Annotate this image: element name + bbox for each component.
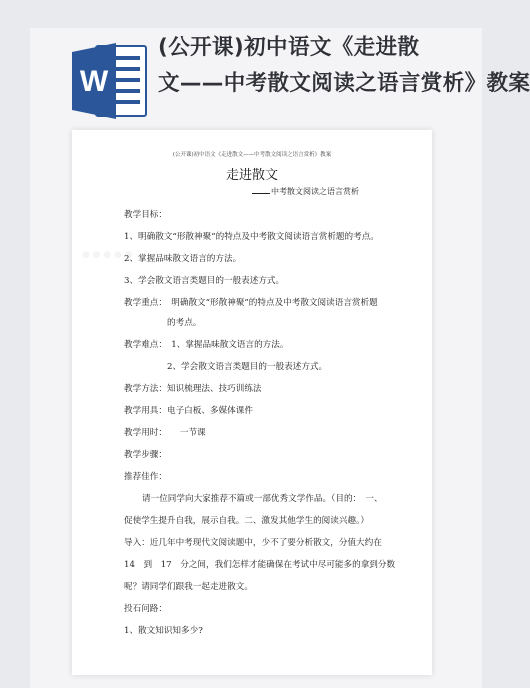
- body-line: 请一位同学向大家推荐不篇或一部优秀文学作品。（目的： 一、: [142, 494, 383, 504]
- body-line: 教学目标：: [124, 210, 167, 220]
- body-line: 教学用时： 一节课: [124, 428, 206, 438]
- subtitle-blank: [252, 193, 270, 194]
- svg-text:W: W: [79, 65, 109, 98]
- body-line: 教学重点： 明确散文“形散神聚”的特点及中考散文阅读语言赏析题: [124, 298, 378, 308]
- body-line: 促使学生提升自我，展示自我。二、激发其他学生的阅读兴趣。）: [124, 516, 369, 526]
- body-line: 3、学会散文语言类题目的一般表述方式。: [124, 276, 285, 286]
- body-line: 呢？请同学们跟我一起走进散文。: [124, 582, 253, 592]
- body-line: 教学步骤：: [124, 450, 167, 460]
- body-line: 1、明确散文“形散神聚”的特点及中考散文阅读语言赏析题的考点。: [124, 232, 379, 242]
- body-line: 教学方法：知识梳理法、技巧训练法: [124, 384, 262, 394]
- banner-title-line-1: (公开课)初中语文《走进散: [158, 35, 420, 60]
- body-line: 投石问路：: [124, 604, 167, 614]
- body-line: 2、学会散文语言类题目的一般表述方式。: [167, 362, 328, 372]
- document-subtitle: [252, 186, 359, 197]
- body-line: 教学用具：电子白板、多媒体课件: [124, 406, 253, 416]
- document-page: [72, 130, 432, 675]
- body-line: 1、散文知识知多少?: [124, 626, 203, 636]
- body-line: 2、掌握品味散文语言的方法。: [124, 254, 242, 264]
- document-title: 走进散文: [225, 168, 278, 183]
- document-banner-title: [158, 30, 530, 102]
- body-line: 教学难点： 1、掌握品味散文语言的方法。: [124, 340, 289, 350]
- body-line: 的考点。: [167, 318, 202, 328]
- watermark: ● ● ● ● ●: [82, 250, 133, 260]
- banner-title-line-2: 文——中考散文阅读之语言赏析》教案: [158, 71, 530, 96]
- body-line: 14 到 17 分之间，我们怎样才能确保在考试中尽可能多的拿到分数: [124, 560, 396, 570]
- subtitle-text: 中考散文阅读之语言赏析: [271, 187, 359, 196]
- body-line: 推荐佳作：: [124, 472, 167, 482]
- word-icon: [72, 40, 148, 122]
- page-header: (公开课)初中语文《走进散文——中考散文阅读之语言赏析》教案: [172, 152, 332, 158]
- body-line: 导入：近几年中考现代文阅读题中，少不了要分析散文，分值大约在: [124, 538, 382, 548]
